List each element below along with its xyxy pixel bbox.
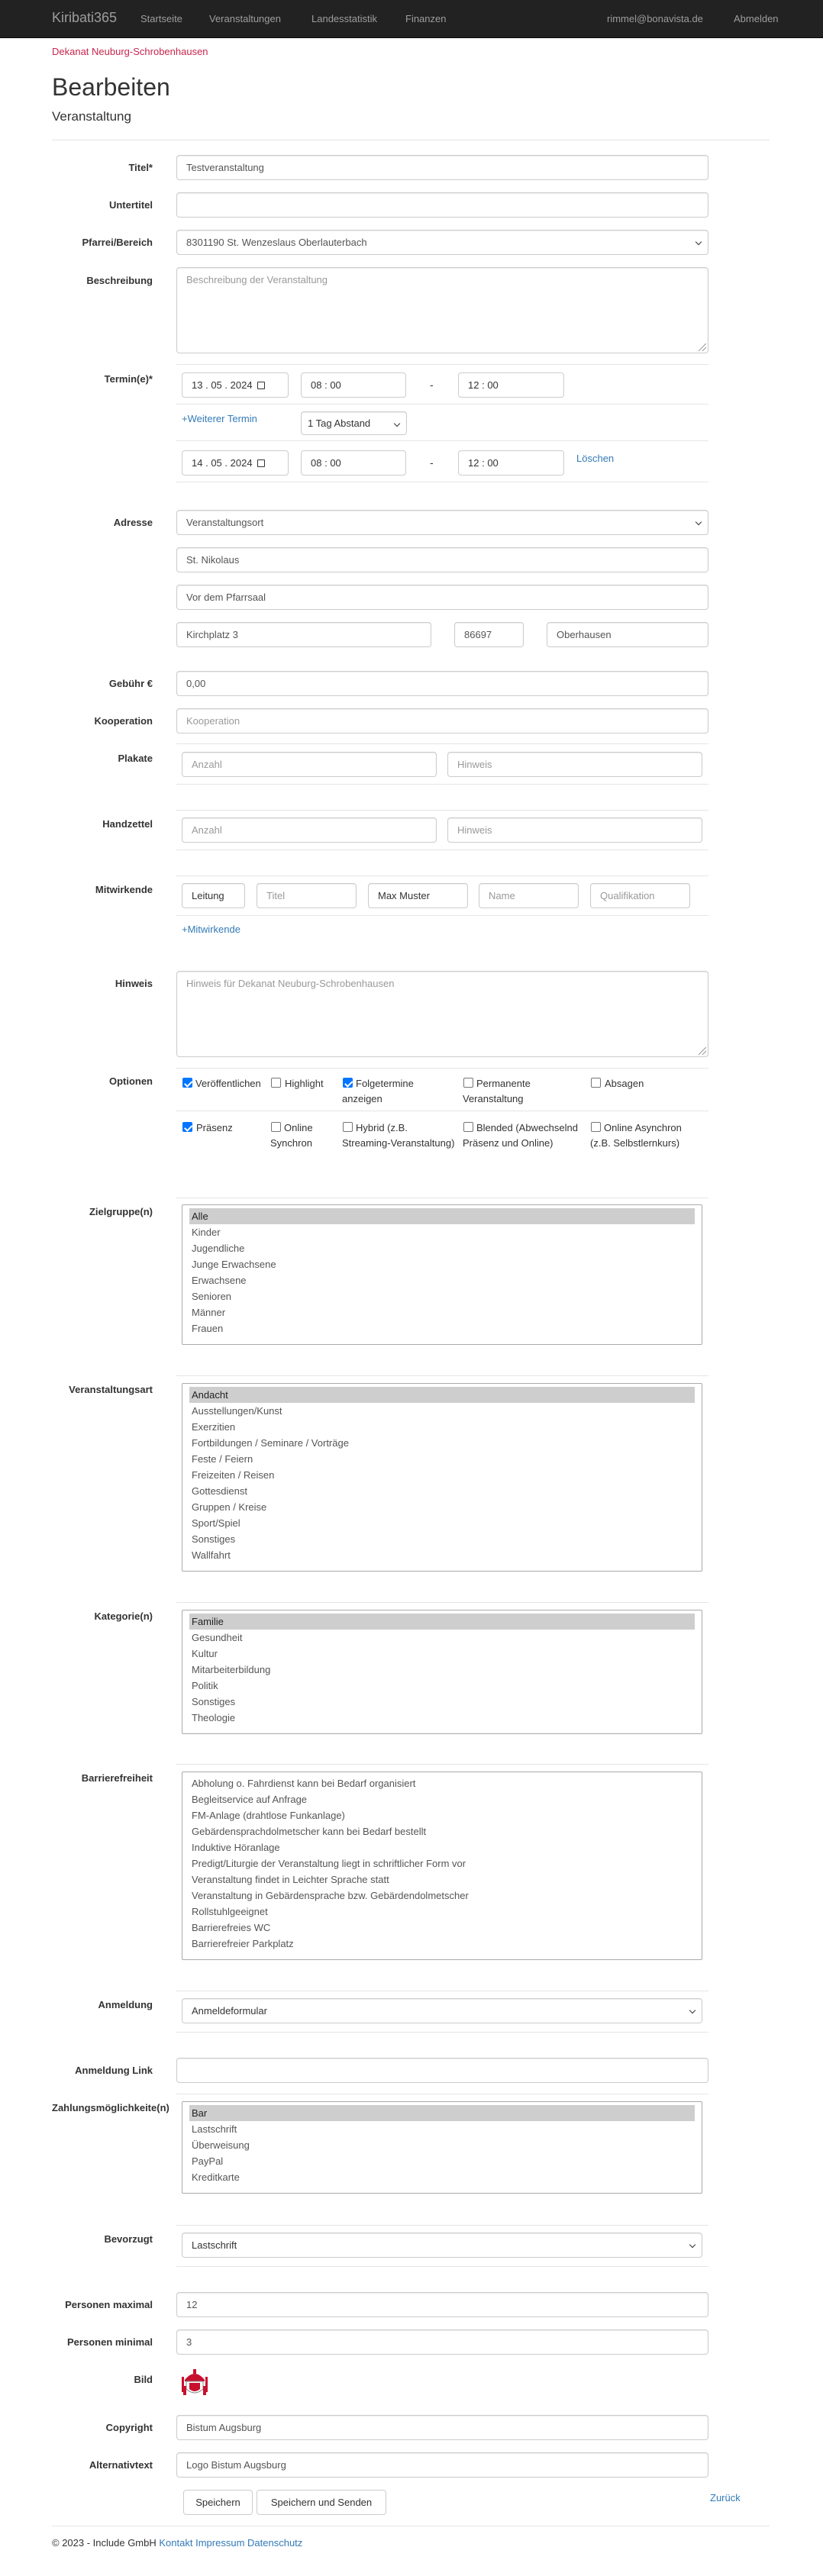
mitwirkende-label: Mitwirkende <box>95 884 153 895</box>
mitwirkende-titel-input[interactable] <box>257 883 357 908</box>
mitwirkende-name2-input[interactable] <box>479 883 579 908</box>
veranstaltungsart-option[interactable]: Gottesdienst <box>192 1485 247 1497</box>
calendar-icon[interactable] <box>257 382 265 389</box>
veranstaltungsart-option[interactable]: Ausstellungen/Kunst <box>192 1405 282 1417</box>
anmeldung-link-input[interactable] <box>176 2058 708 2083</box>
copyright-input[interactable]: Bistum Augsburg <box>176 2415 708 2440</box>
barrierefreiheit-option[interactable]: Barrierefreies WC <box>192 1922 271 1933</box>
untertitel-label: Untertitel <box>108 199 153 211</box>
handzettel-anzahl-placeholder: Anzahl <box>192 824 222 836</box>
barrierefreiheit-label: Barrierefreiheit <box>81 1772 153 1784</box>
nav-user-email[interactable]: rimmel@bonavista.de <box>607 13 703 24</box>
gebuehr-label: Gebühr € <box>108 678 153 689</box>
titel-label: Titel* <box>128 162 153 173</box>
footer-link-impressum[interactable]: Impressum <box>195 2537 245 2549</box>
veranstaltungsart-option[interactable]: Sonstiges <box>192 1533 236 1545</box>
hinweis-textarea[interactable] <box>176 971 708 1057</box>
anmeldung-label: Anmeldung <box>98 1999 153 2010</box>
termin2-start[interactable]: 08 : 00 <box>301 450 406 476</box>
footer <box>52 2537 302 2549</box>
zielgruppe-option[interactable]: Junge Erwachsene <box>192 1259 276 1270</box>
mitwirkende-name2-placeholder: Name <box>489 890 515 901</box>
veranstaltungsart-option[interactable]: Gruppen / Kreise <box>192 1501 267 1513</box>
kategorie-option[interactable]: Familie <box>189 1614 695 1630</box>
barrierefreiheit-option[interactable]: FM-Anlage (drahtlose Funkanlage) <box>192 1810 345 1821</box>
kooperation-placeholder: Kooperation <box>186 715 240 727</box>
veranstaltungsart-option[interactable]: Andacht <box>189 1387 695 1403</box>
veranstaltungsart-option[interactable]: Freizeiten / Reisen <box>192 1469 275 1481</box>
divider <box>176 810 708 811</box>
divider <box>176 364 708 365</box>
veranstaltungsart-option[interactable]: Wallfahrt <box>192 1549 231 1561</box>
mitwirkende-qualifikation-placeholder: Qualifikation <box>600 890 655 901</box>
titel-input[interactable]: Testveranstaltung <box>176 155 708 180</box>
plakate-anzahl-placeholder: Anzahl <box>192 759 222 770</box>
barrierefreiheit-option[interactable]: Induktive Höranlage <box>192 1842 280 1853</box>
alternativtext-input[interactable]: Logo Bistum Augsburg <box>176 2452 708 2478</box>
option-online-asynchron-label: Online Asynchron (z.B. Selbstlernkurs) <box>590 1122 682 1149</box>
zahlung-option[interactable]: Lastschrift <box>192 2123 237 2135</box>
anmeldung-link-label: Anmeldung Link <box>75 2065 153 2076</box>
mitwirkende-name-input[interactable]: Max Muster <box>368 883 468 908</box>
kategorie-option[interactable]: Mitarbeiterbildung <box>192 1664 271 1675</box>
handzettel-anzahl-input[interactable] <box>182 817 437 843</box>
resize-handle-icon[interactable] <box>699 343 706 351</box>
kategorie-option[interactable]: Sonstiges <box>192 1696 236 1707</box>
zielgruppe-option[interactable]: Erwachsene <box>192 1275 247 1286</box>
back-link[interactable]: Zurück <box>710 2492 741 2503</box>
barrierefreiheit-option[interactable]: Veranstaltung findet in Leichter Sprache statt <box>192 1874 389 1885</box>
checkbox-absagen[interactable] <box>591 1078 601 1088</box>
zahlung-option[interactable]: Bar <box>189 2105 695 2121</box>
option-permanente-label: Permanente Veranstaltung <box>463 1078 531 1104</box>
termin2-date[interactable]: 14 . 05 . 2024 <box>182 450 289 476</box>
bistum-augsburg-logo-image[interactable] <box>179 2366 211 2398</box>
hinweis-label: Hinweis <box>115 978 153 989</box>
divider <box>176 404 708 405</box>
zielgruppe-option[interactable]: Jugendliche <box>192 1243 245 1254</box>
add-termin-link[interactable]: +Weiterer Termin <box>182 413 257 424</box>
zielgruppe-option[interactable]: Männer <box>192 1307 226 1318</box>
adresse-label: Adresse <box>113 517 153 528</box>
divider <box>176 1764 708 1765</box>
termin1-date[interactable]: 13 . 05 . 2024 <box>182 372 289 398</box>
termin2-end[interactable]: 12 : 00 <box>458 450 564 476</box>
divider <box>176 1602 708 1603</box>
plakate-anzahl-input[interactable] <box>182 752 437 777</box>
anmeldung-select[interactable]: Anmeldeformular <box>182 1998 702 2023</box>
footer-link-datenschutz[interactable]: Datenschutz <box>247 2537 303 2549</box>
zielgruppe-option[interactable]: Senioren <box>192 1291 232 1302</box>
bevorzugt-select[interactable]: Lastschrift <box>182 2233 702 2258</box>
option-blended-label: Blended (Abwechselnd Präsenz und Online) <box>463 1122 578 1149</box>
termine-label: Termin(e)* <box>104 373 153 385</box>
barrierefreiheit-option[interactable]: Gebärdensprachdolmetscher kann bei Bedarf bestellt <box>192 1826 427 1837</box>
personen-max-label: Personen maximal <box>65 2299 153 2310</box>
alternativtext-label: Alternativtext <box>89 2459 153 2471</box>
breadcrumb[interactable]: Dekanat Neuburg-Schrobenhausen <box>52 46 208 57</box>
zielgruppe-option[interactable]: Kinder <box>192 1227 221 1238</box>
veranstaltungsart-option[interactable]: Fortbildungen / Seminare / Vorträge <box>192 1437 349 1449</box>
mitwirkende-rolle-input[interactable]: Leitung <box>182 883 245 908</box>
nav-logout[interactable]: Abmelden <box>734 13 779 24</box>
option-praesenz-label: Präsenz <box>196 1122 233 1133</box>
option-folgetermine-label: Folgetermine anzeigen <box>342 1078 414 1104</box>
adresse-line1-input[interactable]: St. Nikolaus <box>176 547 708 572</box>
top-navbar <box>0 0 823 38</box>
zielgruppe-option[interactable]: Alle <box>189 1208 695 1224</box>
kategorie-option[interactable]: Theologie <box>192 1712 236 1723</box>
divider <box>176 875 708 876</box>
zielgruppe-listbox[interactable] <box>182 1204 702 1345</box>
termin1-end[interactable]: 12 : 00 <box>458 372 564 398</box>
handzettel-hinweis-placeholder: Hinweis <box>457 824 492 836</box>
personen-min-label: Personen minimal <box>67 2336 153 2348</box>
zahlung-listbox[interactable] <box>182 2101 702 2194</box>
barrierefreiheit-option[interactable]: Predigt/Liturgie der Veranstaltung liegt in schriftlicher Form vor <box>192 1858 466 1869</box>
option-hybrid-label: Hybrid (z.B. Streaming-Veranstaltung) <box>342 1122 455 1149</box>
zahlung-option[interactable]: Überweisung <box>192 2139 250 2151</box>
handzettel-label: Handzettel <box>102 818 153 830</box>
barrierefreiheit-option[interactable]: Veranstaltung in Gebärdensprache bzw. Gebärdendolmetscher <box>192 1890 469 1901</box>
adresse-zip-input[interactable]: 86697 <box>454 622 524 647</box>
barrierefreiheit-option[interactable]: Barrierefreier Parkplatz <box>192 1938 294 1949</box>
veranstaltungsart-option[interactable]: Sport/Spiel <box>192 1517 240 1529</box>
divider <box>176 2032 708 2033</box>
divider <box>176 743 708 744</box>
brand-logo[interactable]: Kiribati365 <box>52 10 118 25</box>
kategorie-label: Kategorie(n) <box>94 1610 153 1622</box>
personen-min-input[interactable]: 3 <box>176 2329 708 2355</box>
termin1-start[interactable]: 08 : 00 <box>301 372 406 398</box>
barrierefreiheit-listbox[interactable] <box>182 1772 702 1960</box>
beschreibung-label: Beschreibung <box>86 275 153 286</box>
personen-max-input[interactable]: 12 <box>176 2292 708 2317</box>
beschreibung-textarea[interactable] <box>176 267 708 353</box>
zielgruppe-option[interactable]: Frauen <box>192 1323 224 1334</box>
pfarrei-label: Pfarrei/Bereich <box>82 237 153 248</box>
delete-termin-link[interactable]: Löschen <box>576 453 615 464</box>
zahlung-option[interactable]: PayPal <box>192 2155 224 2167</box>
barrierefreiheit-option[interactable]: Abholung o. Fahrdienst kann bei Bedarf organisiert <box>192 1778 416 1789</box>
divider <box>176 1375 708 1376</box>
kategorie-option[interactable]: Gesundheit <box>192 1632 243 1643</box>
kooperation-label: Kooperation <box>94 715 153 727</box>
divider <box>176 2266 708 2267</box>
zielgruppe-label: Zielgruppe(n) <box>89 1206 153 1217</box>
option-online-synchron-label: Online Synchron <box>270 1122 313 1149</box>
optionen-label: Optionen <box>108 1075 153 1087</box>
mitwirkende-qualifikation-input[interactable] <box>590 883 690 908</box>
veranstaltungsart-option[interactable]: Feste / Feiern <box>192 1453 253 1465</box>
option-veroeffentlichen-label: Veröffentlichen <box>195 1078 261 1089</box>
adresse-street-input[interactable]: Kirchplatz 3 <box>176 622 431 647</box>
adresse-type-select[interactable]: Veranstaltungsort <box>176 510 708 535</box>
divider <box>176 784 708 785</box>
option-highlight-label: Highlight <box>285 1078 324 1089</box>
barrierefreiheit-option[interactable]: Begleitservice auf Anfrage <box>192 1794 308 1805</box>
divider <box>176 1068 708 1069</box>
footer-copyright: © 2023 - Include GmbH <box>52 2537 157 2549</box>
plakate-hinweis-input[interactable] <box>447 752 702 777</box>
footer-link-kontakt[interactable]: Kontakt <box>159 2537 193 2549</box>
option-absagen-label: Absagen <box>605 1078 644 1089</box>
handzettel-hinweis-input[interactable] <box>447 817 702 843</box>
kategorie-option[interactable]: Kultur <box>192 1648 218 1659</box>
save-and-send-button[interactable]: Speichern und Senden <box>257 2490 386 2515</box>
untertitel-input[interactable] <box>176 192 708 218</box>
gebuehr-input[interactable]: 0,00 <box>176 671 708 696</box>
barrierefreiheit-option[interactable]: Rollstuhlgeeignet <box>192 1906 268 1917</box>
time-range-dash: - <box>430 456 434 469</box>
interval-select[interactable]: 1 Tag Abstand <box>301 411 407 435</box>
checkbox-highlight[interactable] <box>271 1078 281 1088</box>
checkbox-praesenz[interactable] <box>182 1122 192 1132</box>
veranstaltungsart-option[interactable]: Exerzitien <box>192 1421 236 1433</box>
time-range-dash: - <box>430 379 434 391</box>
divider <box>176 440 708 441</box>
adresse-city-input[interactable]: Oberhausen <box>547 622 708 647</box>
hinweis-placeholder: Hinweis für Dekanat Neuburg-Schrobenhausen <box>186 978 395 989</box>
bild-label: Bild <box>134 2374 153 2385</box>
add-mitwirkende-link[interactable]: +Mitwirkende <box>182 924 240 935</box>
adresse-line2-input[interactable]: Vor dem Pfarrsaal <box>176 585 708 610</box>
kategorie-listbox[interactable] <box>182 1610 702 1734</box>
plakate-label: Plakate <box>118 753 153 764</box>
kooperation-input[interactable] <box>176 708 708 733</box>
plakate-hinweis-placeholder: Hinweis <box>457 759 492 770</box>
beschreibung-placeholder: Beschreibung der Veranstaltung <box>186 274 328 285</box>
veranstaltungsart-listbox[interactable] <box>182 1383 702 1572</box>
nav-finanzen[interactable]: Finanzen <box>405 13 447 24</box>
kategorie-option[interactable]: Politik <box>192 1680 218 1691</box>
divider <box>176 2225 708 2226</box>
copyright-label: Copyright <box>105 2422 153 2433</box>
calendar-icon[interactable] <box>257 459 265 467</box>
save-button[interactable]: Speichern <box>183 2490 253 2515</box>
page-subtitle: Veranstaltung <box>52 109 131 124</box>
resize-handle-icon[interactable] <box>699 1047 706 1055</box>
nav-veranstaltungen[interactable]: Veranstaltungen <box>209 13 281 24</box>
nav-startseite[interactable]: Startseite <box>140 13 182 24</box>
page-title: Bearbeiten <box>52 73 170 101</box>
divider <box>176 915 708 916</box>
nav-landesstatistik[interactable]: Landesstatistik <box>311 13 377 24</box>
bevorzugt-label: Bevorzugt <box>104 2233 153 2245</box>
zahlung-label: Zahlungsmöglichkeite(n) <box>52 2102 169 2113</box>
mitwirkende-titel-placeholder: Titel <box>266 890 286 901</box>
pfarrei-select[interactable]: 8301190 St. Wenzeslaus Oberlauterbach <box>176 230 708 255</box>
zahlung-option[interactable]: Kreditkarte <box>192 2171 240 2183</box>
veranstaltungsart-label: Veranstaltungsart <box>69 1384 153 1395</box>
